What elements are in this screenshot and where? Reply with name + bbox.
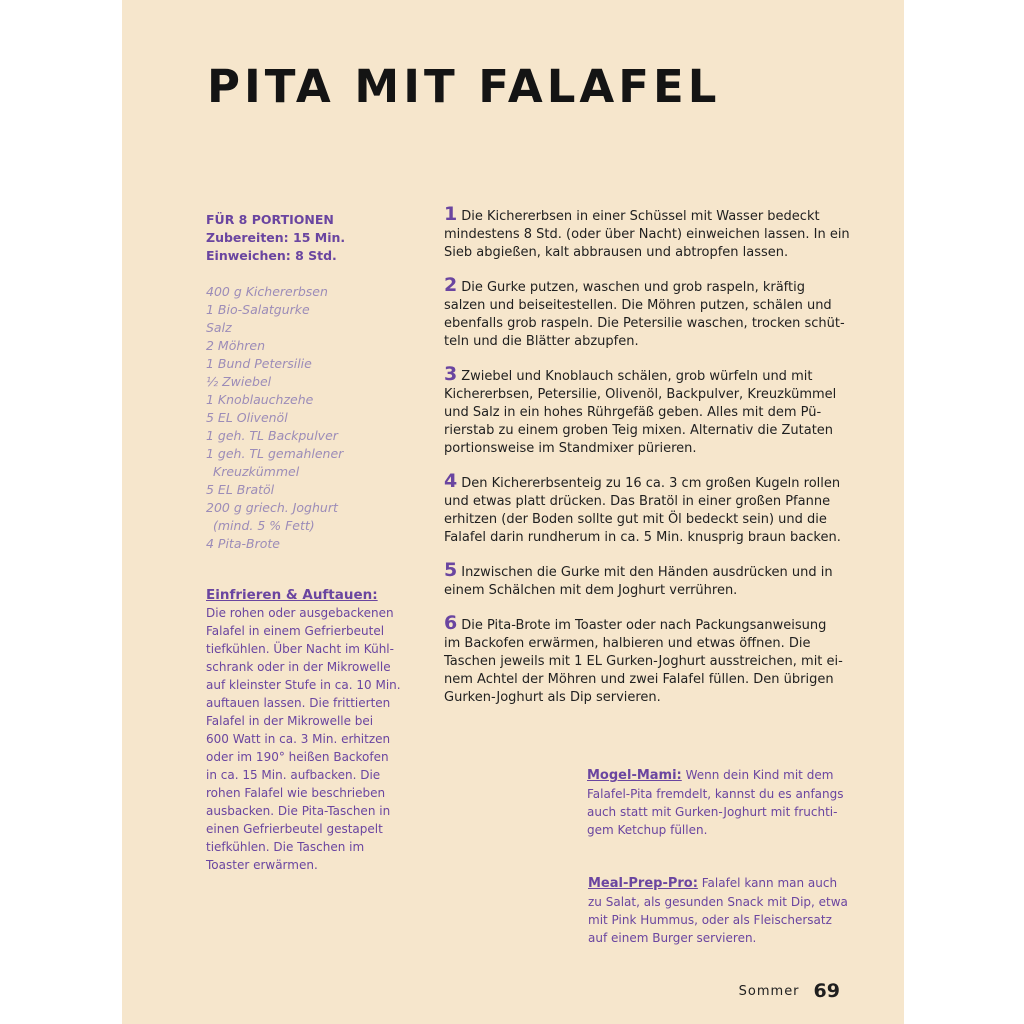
tip-heading: Meal-Prep-Pro: — [588, 876, 698, 891]
step-line — [444, 244, 844, 262]
tip-meal-prep-pro — [588, 874, 848, 947]
step-line — [444, 561, 844, 582]
step-line — [444, 529, 844, 547]
tip-text: mit Pink Hummus, oder als Fleischersatz — [588, 913, 832, 927]
step-line — [444, 653, 844, 671]
step-text: rierstab zu einem groben Teig mixen. Alternativ die Zutaten — [444, 423, 834, 438]
tip-line — [588, 874, 848, 893]
step-line — [444, 297, 844, 315]
step-line — [444, 493, 844, 511]
step-6 — [444, 614, 844, 707]
freeze-thaw-line: einen Gefrierbeutel gestapelt — [206, 822, 383, 836]
step-text: Kichererbsen, Petersilie, Olivenöl, Backpulver, Kreuzkümmel — [444, 387, 837, 402]
freeze-thaw-line: Die rohen oder ausgebackenen — [206, 606, 394, 620]
ingredient-text: (mind. 5 % Fett) — [213, 518, 315, 533]
tip-text: gem Ketchup füllen. — [587, 823, 708, 837]
freeze-thaw-line: auf kleinster Stufe in ca. 10 Min. — [206, 678, 401, 692]
page-number: 69 — [813, 980, 840, 1002]
section-name: Sommer — [738, 983, 800, 999]
step-1 — [444, 203, 850, 262]
step-text: im Backofen erwärmen, halbieren und etwas öffnen. Die — [444, 636, 811, 651]
tip-text: auf einem Burger servieren. — [588, 931, 757, 945]
step-text: und etwas platt drücken. Das Bratöl in einer großen Pfanne — [444, 494, 831, 509]
step-2 — [444, 276, 844, 351]
step-number: 3 — [444, 363, 458, 385]
step-line — [444, 671, 844, 689]
freeze-thaw-line: ausbacken. Die Pita-Taschen in — [206, 804, 391, 818]
tip-text: Falafel-Pita fremdelt, kannst du es anfangs — [587, 787, 844, 801]
ingredient-text: 1 Bio-Salatgurke — [206, 302, 310, 317]
tip-line — [588, 911, 848, 929]
step-line — [444, 422, 844, 440]
tip-line — [588, 893, 848, 911]
recipe-title: PITA MIT FALAFEL — [207, 60, 721, 113]
step-line — [444, 689, 844, 707]
step-line — [444, 386, 844, 404]
ingredient-text: Salz — [206, 320, 232, 335]
step-number: 1 — [444, 203, 458, 225]
ingredient-item — [206, 283, 406, 301]
ingredient-text: 1 geh. TL Backpulver — [206, 428, 338, 443]
ingredient-text: 400 g Kichererbsen — [206, 284, 328, 299]
soak-time: Einweichen: 8 Std. — [206, 248, 337, 263]
ingredient-item — [206, 391, 406, 409]
ingredient-item — [206, 427, 406, 445]
tip-text: zu Salat, als gesunden Snack mit Dip, etwa — [588, 895, 848, 909]
step-text: teln und die Blätter abzupfen. — [444, 334, 639, 349]
ingredient-text: 1 Bund Petersilie — [206, 356, 312, 371]
ingredient-item — [206, 535, 406, 553]
freeze-thaw-box — [206, 586, 406, 874]
ingredient-text: 1 geh. TL gemahlener — [206, 446, 344, 461]
step-text: Falafel darin rundherum in ca. 5 Min. knusprig braun backen. — [444, 530, 841, 545]
step-text: nem Achtel der Möhren und zwei Falafel füllen. Den übrigen — [444, 672, 834, 687]
tip-line — [587, 785, 847, 803]
ingredient-item — [206, 355, 406, 373]
step-number: 2 — [444, 274, 458, 296]
freeze-thaw-line: oder im 190° heißen Backofen — [206, 750, 389, 764]
ingredient-text: 2 Möhren — [206, 338, 266, 353]
step-number: 6 — [444, 612, 458, 634]
step-line — [444, 511, 844, 529]
tip-text: auch statt mit Gurken-Joghurt mit fruchti- — [587, 805, 838, 819]
ingredient-item — [206, 373, 406, 391]
step-text: ebenfalls grob raspeln. Die Petersilie waschen, trocken schüt- — [444, 316, 845, 331]
ingredient-text: 1 Knoblauchzehe — [206, 392, 314, 407]
tip-text: Falafel kann man auch — [701, 876, 838, 890]
tip-line — [587, 803, 847, 821]
step-text: einem Schälchen mit dem Joghurt verrühren. — [444, 583, 738, 598]
ingredient-item — [206, 445, 406, 481]
step-text: Zwiebel und Knoblauch schälen, grob würfeln und mit — [461, 369, 813, 384]
page-footer — [739, 980, 840, 1002]
freeze-thaw-line: auftauen lassen. Die frittierten — [206, 696, 391, 710]
freeze-thaw-line: rohen Falafel wie beschrieben — [206, 786, 386, 800]
ingredients-list — [206, 283, 406, 553]
step-line — [444, 365, 844, 386]
step-text: Die Pita-Brote im Toaster oder nach Packungsanweisung — [461, 618, 827, 633]
freeze-thaw-line: Falafel in einem Gefrierbeutel — [206, 624, 385, 638]
step-line — [444, 440, 844, 458]
freeze-thaw-text — [206, 604, 406, 874]
step-line — [444, 226, 850, 244]
tip-line — [588, 929, 848, 947]
ingredient-text: 5 EL Bratöl — [206, 482, 275, 497]
step-text: Taschen jeweils mit 1 EL Gurken-Joghurt ausstreichen, mit ei- — [444, 654, 843, 669]
instruction-steps — [444, 203, 850, 721]
step-text: portionsweise im Standmixer pürieren. — [444, 441, 697, 456]
ingredient-text: Kreuzkümmel — [213, 464, 300, 479]
step-line — [444, 205, 844, 226]
step-text: mindestens 8 Std. (oder über Nacht) einweichen lassen. In ein — [444, 227, 850, 242]
step-text: Die Gurke putzen, waschen und grob raspeln, kräftig — [461, 280, 805, 295]
freeze-thaw-heading: Einfrieren & Auftauen: — [206, 587, 378, 603]
freeze-thaw-line: Toaster erwärmen. — [206, 858, 318, 872]
step-line — [444, 614, 844, 635]
step-text: Inzwischen die Gurke mit den Händen ausdrücken und in — [461, 565, 833, 580]
step-line — [444, 333, 844, 351]
freeze-thaw-line: tiefkühlen. Über Nacht im Kühl- — [206, 642, 394, 656]
step-3 — [444, 365, 844, 458]
step-text: Die Kichererbsen in einer Schüssel mit Wasser bedeckt — [461, 209, 820, 224]
step-number: 4 — [444, 470, 458, 492]
ingredient-text: 4 Pita-Brote — [206, 536, 280, 551]
ingredient-item — [206, 481, 406, 499]
tip-heading: Mogel-Mami: — [587, 768, 682, 783]
tip-line — [587, 821, 847, 839]
step-line — [444, 635, 844, 653]
freeze-thaw-line: Falafel in der Mikrowelle bei — [206, 714, 374, 728]
step-line — [444, 315, 844, 333]
freeze-thaw-line: tiefkühlen. Die Taschen im — [206, 840, 365, 854]
step-line — [444, 404, 844, 422]
ingredient-item — [206, 301, 406, 319]
step-text: Gurken-Joghurt als Dip servieren. — [444, 690, 661, 705]
freeze-thaw-line: schrank oder in der Mikrowelle — [206, 660, 391, 674]
step-4 — [444, 472, 844, 547]
prep-time: Zubereiten: 15 Min. — [206, 230, 346, 245]
freeze-thaw-line: 600 Watt in ca. 3 Min. erhitzen — [206, 732, 391, 746]
tip-mogel-mami — [587, 766, 847, 839]
ingredient-text: 5 EL Olivenöl — [206, 410, 288, 425]
tip-line — [587, 766, 847, 785]
ingredient-item — [206, 409, 406, 427]
step-line — [444, 582, 844, 600]
freeze-thaw-line: in ca. 15 Min. aufbacken. Die — [206, 768, 381, 782]
recipe-meta — [206, 211, 406, 265]
step-text: Den Kichererbsenteig zu 16 ca. 3 cm großen Kugeln rollen — [461, 476, 841, 491]
tip-text: Wenn dein Kind mit dem — [685, 768, 834, 782]
ingredient-item — [206, 499, 406, 535]
step-line — [444, 472, 844, 493]
ingredient-text: 200 g griech. Joghurt — [206, 500, 338, 515]
ingredient-item — [206, 337, 406, 355]
ingredient-item — [206, 319, 406, 337]
portions-label: FÜR 8 PORTIONEN — [206, 212, 334, 227]
step-number: 5 — [444, 559, 458, 581]
ingredient-text: ½ Zwiebel — [206, 374, 272, 389]
step-line — [444, 276, 844, 297]
step-text: Sieb abgießen, kalt abbrausen und abtropfen lassen. — [444, 245, 789, 260]
step-text: salzen und beiseitestellen. Die Möhren putzen, schälen und — [444, 298, 832, 313]
step-text: erhitzen (der Boden sollte gut mit Öl bedeckt sein) und die — [444, 512, 827, 527]
step-5 — [444, 561, 844, 600]
step-text: und Salz in ein hohes Rührgefäß geben. Alles mit dem Pü- — [444, 405, 822, 420]
